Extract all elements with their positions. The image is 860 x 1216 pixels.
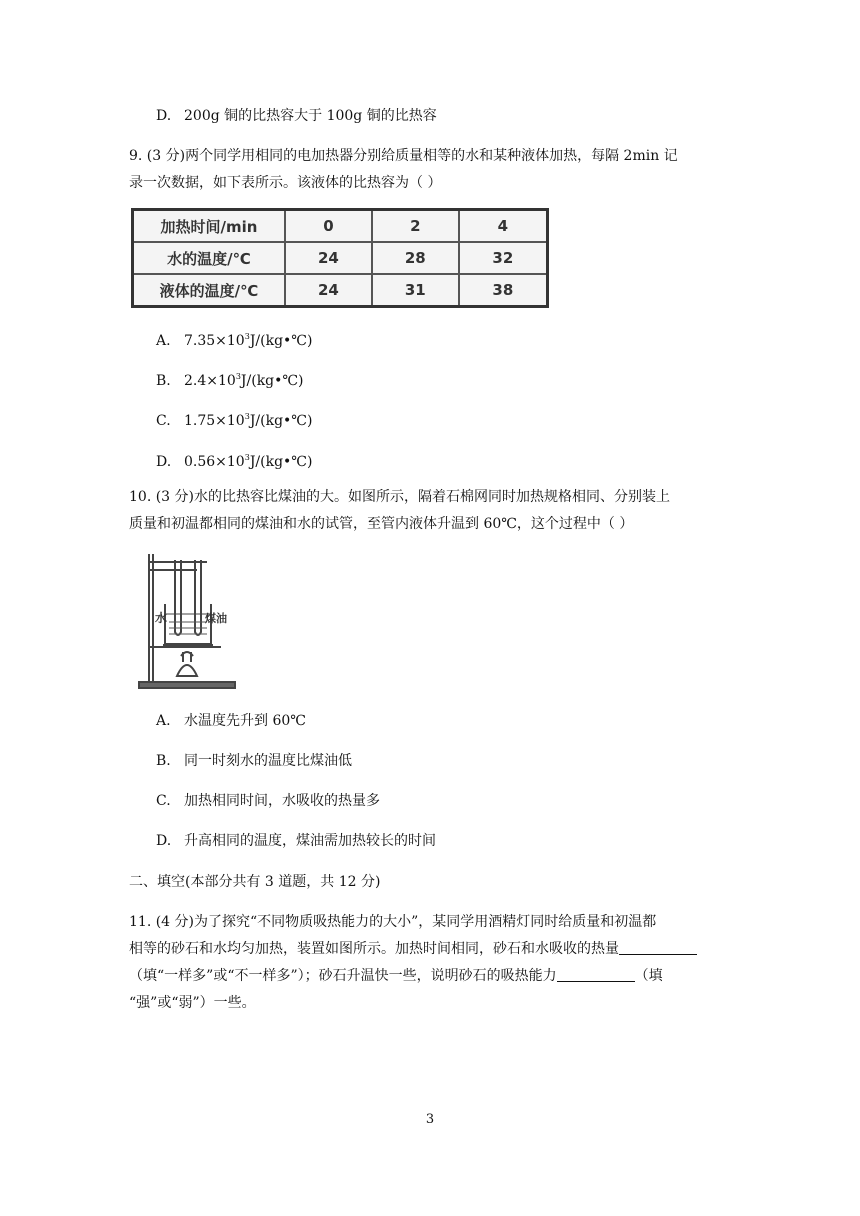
option-value: 1.75×10 [184,413,245,429]
option-unit: J/(kg•℃) [249,333,313,349]
q9-stem-line2: 录一次数据，如下表所示。该液体的比热容为（ ） [129,175,442,191]
q10-option-c [156,791,380,811]
q9-option-a [156,327,312,351]
section-heading: 二、填空(本部分共有 3 道题，共 12 分) [129,874,381,890]
option-letter: D. [156,833,172,849]
table-cell: 24 [285,242,372,274]
row-label: 液体的温度/℃ [133,274,286,307]
option-text: 水温度先升到 60℃ [184,713,306,729]
table-cell: 28 [372,242,459,274]
table-row [133,242,548,274]
q8-option-d [156,106,437,126]
q10-stem-line2: 质量和初温都相同的煤油和水的试管，至管内液体升温到 60℃，这个过程中（ ） [129,516,634,532]
q10-option-a [156,711,306,731]
option-unit: J/(kg•℃) [249,413,313,429]
q11-line3-tail: （填 [634,968,663,984]
water-label: 水 [155,611,168,625]
q10-option-d [156,831,436,851]
option-value: 2.4×10 [184,373,236,389]
q11-line2-text: 相等的砂石和水均匀加热，装置如图所示。加热时间相同，砂石和水吸收的热量 [129,941,619,957]
table-row [133,210,548,243]
q11-line3 [129,966,663,986]
option-text: 200g 铜的比热容大于 100g 铜的比热容 [184,108,437,124]
option-text: 同一时刻水的温度比煤油低 [184,753,352,769]
option-exponent: 3 [244,453,250,462]
q11-line4: “强”或“弱”）一些。 [129,995,256,1011]
option-letter: A. [156,333,171,349]
table-cell: 32 [459,242,548,274]
table-cell: 0 [285,210,372,243]
option-letter: C. [156,793,171,809]
option-letter: B. [156,373,171,389]
q9-option-c [156,407,312,431]
q9-option-d [156,448,312,472]
table-cell: 38 [459,274,548,307]
q11-line2 [129,939,697,959]
option-letter: D. [156,108,172,124]
option-exponent: 3 [244,332,250,341]
table-row [133,274,548,307]
table-cell: 4 [459,210,548,243]
q11-line1: 11. (4 分)为了探究“不同物质吸热能力的大小”，某同学用酒精灯同时给质量和初温都 [129,914,657,930]
table-cell: 24 [285,274,372,307]
option-letter: B. [156,753,171,769]
answer-blank[interactable] [619,940,697,955]
row-label: 加热时间/min [133,210,286,243]
option-letter: A. [156,713,171,729]
option-text: 加热相同时间，水吸收的热量多 [184,793,380,809]
answer-blank[interactable] [557,967,635,982]
option-text: 升高相同的温度，煤油需加热较长的时间 [184,833,436,849]
q9-stem-line1: 9. (3 分)两个同学用相同的电加热器分别给质量相等的水和某种液体加热，每隔 2min 记 [129,148,678,164]
q10-option-b [156,751,352,771]
option-exponent: 3 [235,372,241,381]
option-unit: J/(kg•℃) [240,373,304,389]
q9-option-b [156,367,304,391]
heating-apparatus-figure [137,552,237,692]
table-cell: 2 [372,210,459,243]
option-letter: C. [156,413,171,429]
q10-stem-line1: 10. (3 分)水的比热容比煤油的大。如图所示，隔着石棉网同时加热规格相同、分别装上 [129,489,670,505]
row-label: 水的温度/℃ [133,242,286,274]
q11-line3-text: （填“一样多”或“不一样多”）；砂石升温快一些，说明砂石的吸热能力 [129,968,557,984]
option-value: 0.56×10 [184,454,245,470]
option-unit: J/(kg•℃) [249,454,313,470]
kerosene-label: 煤油 [205,612,227,625]
option-letter: D. [156,454,172,470]
q9-data-table [131,208,549,308]
table-cell: 31 [372,274,459,307]
page-number: 3 [425,1112,435,1127]
option-value: 7.35×10 [184,333,245,349]
option-exponent: 3 [244,412,250,421]
